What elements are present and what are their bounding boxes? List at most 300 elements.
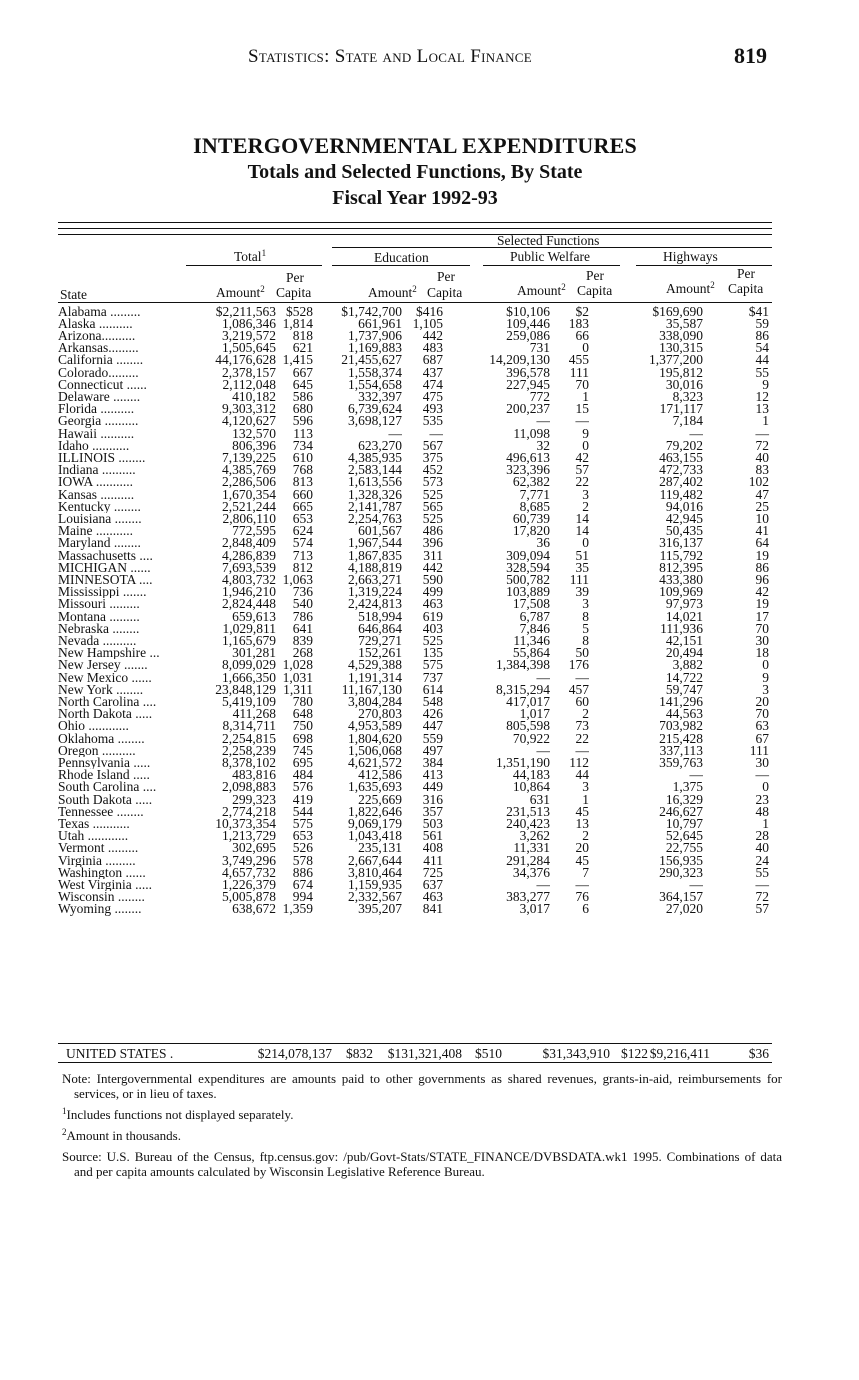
cell-total-pc: 665 bbox=[292, 500, 313, 513]
cell-edu-pc: 841 bbox=[422, 903, 443, 916]
cell-edu-pc: 474 bbox=[422, 378, 443, 391]
cell-hwy-pc: 10 bbox=[755, 512, 769, 526]
cell-edu-pc: 565 bbox=[422, 500, 443, 513]
cell-total-amount: 4,803,732 bbox=[222, 573, 276, 587]
cell-state: North Dakota ..... bbox=[58, 708, 153, 721]
cell-hwy-pc: 42 bbox=[755, 586, 769, 599]
cell-welfare-amount: 1,017 bbox=[519, 708, 550, 721]
cell-edu-amount: 1,169,883 bbox=[348, 342, 402, 355]
table-row bbox=[58, 342, 772, 354]
cell-hwy-amount: 472,733 bbox=[659, 464, 703, 477]
cell-hwy-pc: 30 bbox=[755, 634, 769, 648]
cell-state: Nebraska ........ bbox=[58, 622, 140, 635]
cell-state: Connecticut ...... bbox=[58, 378, 147, 391]
table-row bbox=[58, 781, 772, 793]
cell-edu-amount: 412,586 bbox=[358, 769, 402, 782]
table-row bbox=[58, 867, 772, 879]
cell-hwy-amount: 44,563 bbox=[665, 708, 703, 721]
cell-welfare-amount: 44,183 bbox=[512, 769, 550, 782]
cell-total-amount: 7,139,225 bbox=[222, 451, 276, 465]
cell-state: Texas ........... bbox=[58, 818, 130, 831]
cell-hwy-amount: 433,380 bbox=[659, 573, 703, 587]
cell-welfare-amount: 1,351,190 bbox=[496, 757, 550, 770]
cell-edu-pc: 614 bbox=[422, 683, 443, 696]
cell-edu-amount: 3,804,284 bbox=[348, 696, 402, 709]
cell-hwy-amount: 97,973 bbox=[665, 598, 703, 611]
cell-welfare-amount: 11,098 bbox=[513, 427, 550, 440]
cell-hwy-pc: 59 bbox=[755, 317, 769, 330]
cell-hwy-pc: 40 bbox=[755, 842, 769, 855]
cell-state: Mississippi ....... bbox=[58, 586, 147, 599]
totals-top-rule bbox=[58, 1043, 772, 1044]
cell-state: South Carolina .... bbox=[58, 781, 157, 794]
cell-total-amount: 806,396 bbox=[232, 439, 276, 452]
cell-welfare-amount: 7,771 bbox=[519, 488, 550, 501]
cell-hwy-amount: 10,797 bbox=[665, 818, 703, 831]
cell-state: Maryland ........ bbox=[58, 537, 141, 550]
cell-state: Oregon .......... bbox=[58, 744, 136, 758]
cell-edu-amount: 1,506,068 bbox=[348, 744, 402, 758]
cell-welfare-pc: — bbox=[575, 744, 589, 758]
cell-hwy-pc: 12 bbox=[755, 390, 769, 404]
cell-hwy-amount: 337,113 bbox=[659, 744, 703, 758]
cell-state: Pennsylvania ..... bbox=[58, 757, 151, 770]
cell-hwy-pc: 86 bbox=[755, 329, 769, 343]
cell-state: Massachusetts .... bbox=[58, 549, 153, 562]
cell-hwy-pc: 54 bbox=[755, 342, 769, 355]
cell-edu-pc: 463 bbox=[422, 891, 443, 904]
table-row bbox=[58, 684, 772, 696]
cell-total-amount: 1,086,346 bbox=[222, 317, 276, 330]
cell-edu-amount: 1,328,326 bbox=[348, 488, 402, 501]
table-row bbox=[58, 842, 772, 854]
cell-edu-pc: 548 bbox=[422, 696, 443, 709]
cell-hwy-pc: 1 bbox=[762, 415, 769, 428]
cell-edu-pc: 687 bbox=[422, 354, 443, 367]
cell-total-pc: 839 bbox=[292, 634, 313, 648]
cell-total-amount: 410,182 bbox=[232, 390, 276, 404]
cell-total-amount: 2,286,506 bbox=[222, 476, 276, 489]
cell-total-amount: 659,613 bbox=[232, 610, 276, 623]
cell-edu-amount: 2,583,144 bbox=[348, 464, 402, 477]
cell-total-pc: 698 bbox=[292, 732, 313, 745]
cell-hwy-pc: 86 bbox=[755, 561, 769, 574]
cell-total-pc: 1,814 bbox=[282, 317, 313, 330]
cell-hwy-pc: 17 bbox=[755, 610, 769, 623]
totals-bottom-rule bbox=[58, 1062, 772, 1063]
cell-welfare-pc: 0 bbox=[582, 439, 589, 452]
cell-edu-pc: 559 bbox=[422, 732, 443, 745]
cell-total-amount: 2,378,157 bbox=[222, 366, 276, 379]
cell-welfare-amount: 3,262 bbox=[519, 830, 550, 843]
cell-hwy-pc: 41 bbox=[755, 525, 769, 538]
cell-state: Alabama ......... bbox=[58, 305, 141, 318]
table-row bbox=[58, 611, 772, 623]
cell-hwy-pc: 28 bbox=[755, 830, 769, 843]
cell-total-amount: 1,226,379 bbox=[222, 879, 276, 892]
cell-hwy-pc: 30 bbox=[755, 757, 769, 770]
cell-welfare-pc: 76 bbox=[575, 891, 589, 904]
cell-welfare-amount: 240,423 bbox=[506, 818, 550, 831]
cell-total-amount: 5,419,109 bbox=[222, 696, 276, 709]
title-line-2: Totals and Selected Functions, By State bbox=[247, 161, 583, 183]
header-hwy-capita: Capita bbox=[728, 281, 764, 296]
cell-edu-amount: 21,455,627 bbox=[341, 354, 402, 367]
cell-welfare-amount: 8,315,294 bbox=[496, 683, 550, 696]
cell-hwy-amount: 27,020 bbox=[665, 903, 703, 916]
cell-edu-pc: 590 bbox=[422, 573, 443, 587]
cell-welfare-amount: 200,237 bbox=[506, 403, 550, 416]
cell-welfare-amount: 8,685 bbox=[519, 500, 550, 513]
cell-state: Tennessee ........ bbox=[58, 805, 144, 819]
cell-total-amount: 4,385,769 bbox=[222, 464, 276, 477]
cell-hwy-amount: 16,329 bbox=[665, 793, 703, 806]
education-rule bbox=[332, 265, 470, 266]
cell-welfare-pc: 2 bbox=[582, 708, 589, 721]
table-row bbox=[58, 562, 772, 574]
cell-welfare-amount: 14,209,130 bbox=[489, 354, 550, 367]
cell-total-amount: 2,824,448 bbox=[222, 598, 276, 611]
cell-edu-amount: 1,191,314 bbox=[348, 671, 402, 684]
cell-edu-pc: 486 bbox=[422, 525, 443, 538]
cell-total-amount: 10,373,354 bbox=[215, 818, 276, 831]
cell-total-amount: 5,005,878 bbox=[222, 891, 276, 904]
cell-hwy-amount: 14,021 bbox=[665, 610, 703, 623]
cell-welfare-pc: 457 bbox=[568, 683, 589, 696]
cell-hwy-amount: 171,117 bbox=[659, 403, 703, 416]
cell-welfare-amount: 631 bbox=[529, 793, 550, 806]
table-row bbox=[58, 367, 772, 379]
cell-state: Oklahoma ........ bbox=[58, 732, 145, 745]
cell-hwy-amount: — bbox=[689, 427, 703, 440]
cell-welfare-pc: 60 bbox=[575, 696, 589, 709]
cell-total-amount: 1,029,811 bbox=[222, 622, 276, 635]
cell-total-pc: 818 bbox=[292, 329, 313, 343]
table-row bbox=[58, 891, 772, 903]
cell-total-pc: 645 bbox=[292, 378, 313, 391]
cell-edu-pc: 452 bbox=[422, 464, 443, 477]
cell-state: Montana ......... bbox=[58, 610, 140, 623]
cell-hwy-amount: 141,296 bbox=[659, 696, 703, 709]
cell-hwy-pc: 72 bbox=[755, 891, 769, 904]
table-row bbox=[58, 550, 772, 562]
cell-welfare-pc: 35 bbox=[575, 561, 589, 574]
cell-edu-amount: 4,529,388 bbox=[348, 659, 402, 672]
cell-state: IOWA ........... bbox=[58, 476, 133, 489]
cell-welfare-pc: 45 bbox=[575, 854, 589, 867]
table-row bbox=[58, 525, 772, 537]
selected-functions-rule bbox=[332, 247, 772, 248]
cell-hwy-pc: 63 bbox=[755, 720, 769, 733]
cell-hwy-pc: 3 bbox=[762, 683, 769, 696]
cell-total-pc: 660 bbox=[292, 488, 313, 501]
cell-edu-amount: 1,319,224 bbox=[348, 586, 402, 599]
cell-edu-amount: 2,667,644 bbox=[348, 854, 402, 867]
cell-welfare-pc: 22 bbox=[575, 476, 589, 489]
cell-welfare-pc: 0 bbox=[582, 537, 589, 550]
cell-hwy-pc: 20 bbox=[755, 696, 769, 709]
cell-edu-pc: 311 bbox=[423, 549, 443, 562]
cell-total-amount: 2,848,409 bbox=[222, 537, 276, 550]
title-line-1: INTERGOVERNMENTAL EXPENDITURES bbox=[193, 133, 637, 158]
header-total-per: Per bbox=[286, 270, 304, 285]
table-row bbox=[58, 830, 772, 842]
cell-total-pc: 624 bbox=[292, 525, 313, 538]
cell-welfare-pc: 22 bbox=[575, 732, 589, 745]
table-row bbox=[58, 794, 772, 806]
cell-total-amount: 3,749,296 bbox=[222, 854, 276, 867]
cell-hwy-amount: 3,882 bbox=[672, 659, 703, 672]
cell-edu-pc: 725 bbox=[422, 866, 443, 880]
cell-welfare-pc: 15 bbox=[575, 403, 589, 416]
footnote-2: $^2$Amount in thousands. bbox=[62, 1127, 181, 1143]
cell-total-pc: 596 bbox=[292, 415, 313, 428]
table-row bbox=[58, 855, 772, 867]
cell-welfare-amount: 772 bbox=[529, 390, 550, 404]
cell-total-amount: 1,946,210 bbox=[222, 586, 276, 599]
cell-welfare-amount: 383,277 bbox=[506, 891, 550, 904]
table-row bbox=[58, 757, 772, 769]
header-state: State bbox=[60, 287, 87, 302]
cell-hwy-amount: $169,690 bbox=[652, 305, 703, 318]
cell-hwy-pc: 102 bbox=[748, 476, 769, 489]
totals-edu-amount: $131,321,408 bbox=[387, 1046, 462, 1061]
cell-edu-pc: 619 bbox=[422, 610, 443, 623]
cell-welfare-pc: 50 bbox=[575, 647, 589, 660]
cell-welfare-amount: 6,787 bbox=[519, 610, 550, 623]
cell-welfare-amount: 62,382 bbox=[512, 476, 550, 489]
totals-welfare-amount: $31,343,910 bbox=[542, 1046, 610, 1061]
cell-edu-pc: 503 bbox=[422, 818, 443, 831]
cell-total-pc: 813 bbox=[292, 476, 313, 489]
table-row bbox=[58, 330, 772, 342]
cell-total-amount: 483,816 bbox=[232, 769, 276, 782]
data-table bbox=[58, 306, 772, 916]
cell-welfare-pc: 8 bbox=[582, 634, 589, 648]
cell-welfare-pc: 70 bbox=[575, 378, 589, 391]
cell-state: Maine ........... bbox=[58, 525, 133, 538]
cell-welfare-pc: 44 bbox=[575, 769, 589, 782]
cell-welfare-pc: 14 bbox=[575, 525, 589, 538]
table-row bbox=[58, 391, 772, 403]
cell-welfare-pc: — bbox=[575, 671, 589, 684]
cell-total-amount: 299,323 bbox=[232, 793, 276, 806]
total-rule bbox=[186, 265, 322, 266]
cell-edu-amount: 11,167,130 bbox=[341, 683, 402, 696]
cell-edu-amount: 235,131 bbox=[358, 842, 402, 855]
table-title bbox=[60, 132, 770, 211]
cell-edu-pc: 561 bbox=[422, 830, 443, 843]
cell-welfare-amount: 417,017 bbox=[506, 696, 550, 709]
note-text: Note: Intergovernmental expenditures are amounts paid to other governments as shared revenues, grants-in-aid, reimbursements for services, or in lieu of taxes. bbox=[62, 1071, 782, 1101]
cell-edu-pc: $416 bbox=[416, 305, 443, 318]
cell-hwy-pc: — bbox=[755, 427, 769, 440]
cell-welfare-amount: 805,598 bbox=[506, 720, 550, 733]
cell-total-amount: 1,165,679 bbox=[222, 634, 276, 648]
table-row bbox=[58, 574, 772, 586]
cell-welfare-pc: 45 bbox=[575, 805, 589, 819]
cell-edu-amount: 1,159,935 bbox=[348, 879, 402, 892]
header-education: Education bbox=[374, 250, 429, 265]
cell-edu-amount: — bbox=[388, 427, 402, 440]
cell-welfare-amount: 36 bbox=[536, 537, 550, 550]
cell-hwy-pc: 47 bbox=[755, 488, 769, 501]
cell-edu-pc: 493 bbox=[422, 403, 443, 416]
cell-hwy-amount: 35,587 bbox=[665, 317, 703, 330]
cell-state: Delaware ........ bbox=[58, 390, 141, 404]
cell-hwy-pc: 13 bbox=[755, 403, 769, 416]
cell-edu-pc: 575 bbox=[422, 659, 443, 672]
table-row bbox=[58, 635, 772, 647]
cell-welfare-pc: 5 bbox=[582, 622, 589, 635]
cell-edu-amount: 152,261 bbox=[358, 647, 402, 660]
cell-edu-amount: 2,254,763 bbox=[348, 512, 402, 526]
cell-state: Virginia ......... bbox=[58, 854, 136, 867]
cell-welfare-pc: 111 bbox=[569, 366, 589, 379]
cell-edu-amount: 1,822,646 bbox=[348, 805, 402, 819]
cell-hwy-pc: 0 bbox=[762, 659, 769, 672]
table-row bbox=[58, 903, 772, 915]
table-row bbox=[58, 415, 772, 427]
cell-welfare-pc: 2 bbox=[582, 500, 589, 513]
cell-hwy-amount: 8,323 bbox=[672, 390, 703, 404]
cell-hwy-amount: 338,090 bbox=[659, 329, 703, 343]
header-bottom-rule bbox=[58, 302, 772, 303]
cell-total-pc: 540 bbox=[292, 598, 313, 611]
cell-hwy-pc: 96 bbox=[755, 573, 769, 587]
cell-edu-pc: 447 bbox=[422, 720, 443, 733]
cell-total-pc: 526 bbox=[292, 842, 313, 855]
cell-welfare-amount: 109,446 bbox=[506, 317, 550, 330]
cell-edu-pc: 567 bbox=[422, 439, 443, 452]
cell-welfare-amount: 34,376 bbox=[512, 866, 550, 880]
cell-state: West Virginia ..... bbox=[58, 879, 152, 892]
cell-welfare-amount: 103,889 bbox=[506, 586, 550, 599]
cell-total-pc: 680 bbox=[292, 403, 313, 416]
table-row bbox=[58, 513, 772, 525]
cell-hwy-pc: 1 bbox=[762, 818, 769, 831]
cell-edu-amount: 646,864 bbox=[358, 622, 402, 635]
page-number: 819 bbox=[734, 43, 767, 68]
cell-edu-pc: 463 bbox=[422, 598, 443, 611]
cell-welfare-amount: 500,782 bbox=[506, 573, 550, 587]
header-total-capita: Capita bbox=[276, 285, 312, 300]
cell-edu-amount: 4,953,589 bbox=[348, 720, 402, 733]
cell-hwy-amount: 359,763 bbox=[659, 757, 703, 770]
cell-welfare-pc: 13 bbox=[575, 818, 589, 831]
cell-welfare-pc: 2 bbox=[582, 830, 589, 843]
cell-edu-amount: 3,698,127 bbox=[348, 415, 402, 428]
header-welfare-amount: Amount$^2$ bbox=[517, 282, 566, 298]
cell-total-amount: 2,806,110 bbox=[222, 512, 276, 526]
cell-total-amount: 3,219,572 bbox=[222, 329, 276, 343]
cell-welfare-amount: 231,513 bbox=[506, 805, 550, 819]
cell-total-amount: 23,848,129 bbox=[215, 683, 276, 696]
cell-edu-amount: 225,669 bbox=[358, 793, 402, 806]
cell-welfare-amount: 32 bbox=[536, 439, 550, 452]
cell-hwy-pc: 19 bbox=[755, 598, 769, 611]
totals-hwy-pc: $36 bbox=[748, 1046, 769, 1061]
cell-hwy-pc: 9 bbox=[762, 671, 769, 684]
cell-welfare-amount: 731 bbox=[529, 342, 550, 355]
cell-edu-amount: 661,961 bbox=[358, 317, 402, 330]
cell-welfare-amount: 11,346 bbox=[513, 634, 550, 648]
cell-edu-amount: 1,867,835 bbox=[348, 549, 402, 562]
cell-welfare-amount: 309,094 bbox=[506, 549, 550, 562]
cell-hwy-amount: 42,945 bbox=[665, 512, 703, 526]
table-row bbox=[58, 806, 772, 818]
table-body bbox=[58, 306, 772, 916]
cell-welfare-pc: 1 bbox=[582, 793, 589, 806]
table-row bbox=[58, 672, 772, 684]
table-row bbox=[58, 452, 772, 464]
cell-edu-pc: 637 bbox=[422, 879, 443, 892]
cell-hwy-pc: 9 bbox=[762, 378, 769, 391]
table-row bbox=[58, 818, 772, 830]
cell-state: Vermont ......... bbox=[58, 842, 139, 855]
cell-total-amount: 9,303,312 bbox=[222, 403, 276, 416]
cell-edu-amount: 1,804,620 bbox=[348, 732, 402, 745]
cell-state: MICHIGAN ...... bbox=[58, 561, 151, 574]
cell-state: New York ........ bbox=[58, 683, 144, 696]
cell-edu-pc: 316 bbox=[422, 793, 443, 806]
table-row bbox=[58, 440, 772, 452]
cell-hwy-pc: 40 bbox=[755, 451, 769, 465]
header-edu-amount: Amount$^2$ bbox=[368, 284, 417, 300]
cell-total-pc: 575 bbox=[292, 818, 313, 831]
cell-hwy-amount: 703,982 bbox=[659, 720, 703, 733]
cell-total-pc: 610 bbox=[292, 451, 313, 465]
cell-total-pc: 786 bbox=[292, 610, 313, 623]
table-row bbox=[58, 464, 772, 476]
cell-total-pc: 736 bbox=[292, 586, 313, 599]
cell-hwy-amount: 50,435 bbox=[665, 525, 703, 538]
cell-total-pc: 1,415 bbox=[282, 354, 313, 367]
cell-state: Ohio ............ bbox=[58, 720, 129, 733]
cell-welfare-amount: 227,945 bbox=[506, 378, 550, 391]
cell-total-pc: 780 bbox=[292, 696, 313, 709]
cell-total-amount: 1,213,729 bbox=[222, 830, 276, 843]
cell-welfare-amount: 3,017 bbox=[519, 903, 550, 916]
totals-total-amount: $214,078,137 bbox=[257, 1046, 332, 1061]
cell-hwy-amount: 119,482 bbox=[659, 488, 703, 501]
table-row bbox=[58, 598, 772, 610]
cell-total-amount: 8,099,029 bbox=[222, 659, 276, 672]
totals-row bbox=[58, 1046, 772, 1062]
cell-state: Wisconsin ........ bbox=[58, 891, 145, 904]
cell-state: New Hampshire ... bbox=[58, 647, 160, 660]
cell-state: New Jersey ....... bbox=[58, 659, 148, 672]
cell-total-amount: 301,281 bbox=[232, 647, 276, 660]
cell-total-amount: 1,670,354 bbox=[222, 488, 276, 501]
cell-edu-pc: 437 bbox=[422, 366, 443, 379]
cell-hwy-amount: 1,377,200 bbox=[649, 354, 703, 367]
cell-hwy-pc: 25 bbox=[755, 500, 769, 513]
cell-edu-pc: 403 bbox=[422, 622, 443, 635]
cell-hwy-pc: 55 bbox=[755, 866, 769, 880]
header-edu-capita: Capita bbox=[427, 285, 463, 300]
cell-hwy-pc: $41 bbox=[748, 305, 769, 318]
cell-hwy-amount: 316,137 bbox=[659, 537, 703, 550]
cell-total-amount: 2,098,883 bbox=[222, 781, 276, 794]
cell-edu-amount: 9,069,179 bbox=[348, 818, 402, 831]
top-rule bbox=[58, 222, 772, 223]
cell-state: Georgia .......... bbox=[58, 415, 139, 428]
cell-welfare-amount: — bbox=[536, 415, 550, 428]
cell-total-amount: 2,112,048 bbox=[222, 378, 276, 391]
cell-total-amount: 8,314,711 bbox=[222, 720, 276, 733]
cell-welfare-pc: 112 bbox=[569, 757, 589, 770]
